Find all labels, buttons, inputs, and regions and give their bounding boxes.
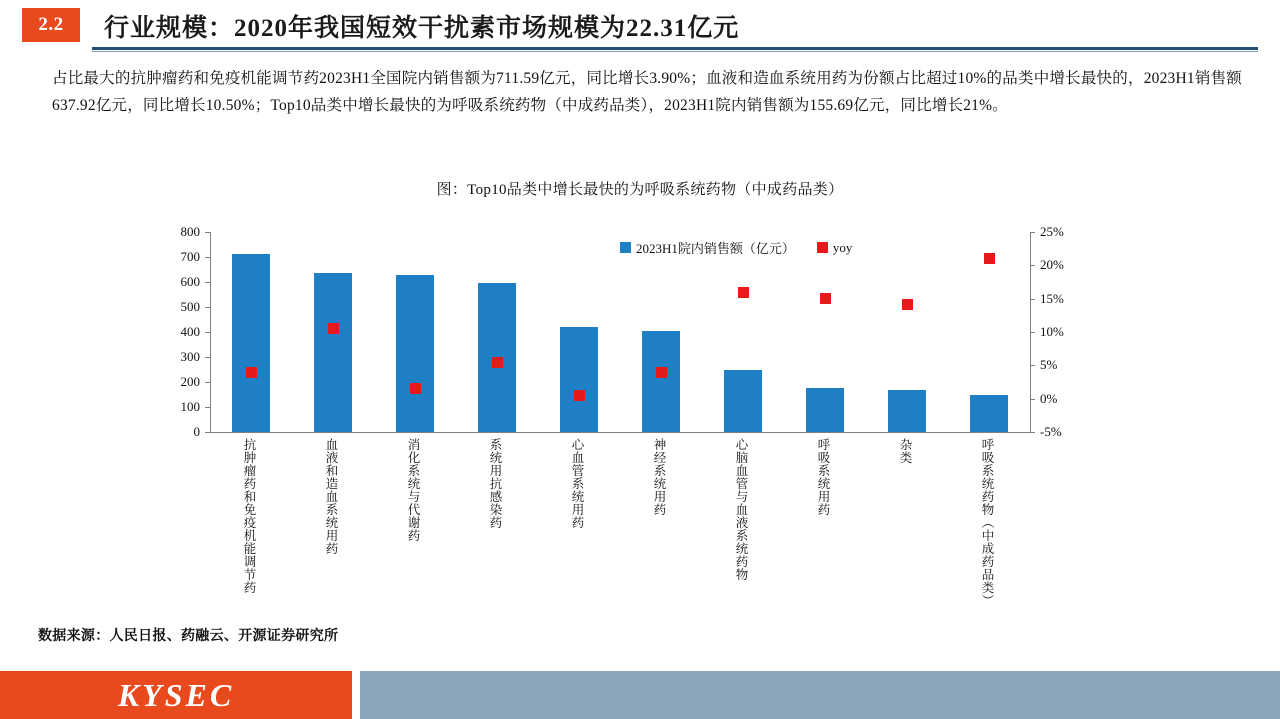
x-axis <box>210 432 1031 433</box>
x-axis-label: 心血管系统用药 <box>570 438 584 529</box>
intro-paragraph: 占比最大的抗肿瘤药和免疫机能调节药2023H1全国院内销售额为711.59亿元，同比增长3.90%；血液和造血系统用药为份额占比超过10%的品类中增长最快的，2023H1销售额637.92亿元，同比增长10.50%；Top10品类中增长最快的为呼吸系统药物（中成药品类），2023H1院内销售额为155.69亿元，同比增长21%。 <box>52 70 1242 114</box>
y-tick-label-left: 300 <box>180 349 200 364</box>
y-tick-right <box>1030 232 1035 233</box>
x-axis-label: 呼吸系统用药 <box>816 438 830 516</box>
chart-title: 图：Top10品类中增长最快的为呼吸系统药物（中成药品类） <box>436 182 844 198</box>
y-tick-label-left: 0 <box>193 424 200 439</box>
x-axis-label: 消化系统与代谢药 <box>406 438 420 542</box>
bar <box>396 275 434 433</box>
y-tick-label-right: 15% <box>1040 290 1064 306</box>
y-tick-left <box>205 432 210 433</box>
yoy-marker <box>246 367 257 378</box>
bar <box>724 370 762 433</box>
x-axis-label: 心脑血管与血液系统药物 <box>734 438 748 581</box>
yoy-marker <box>410 383 421 394</box>
legend-label-bars: 2023H1院内销售额（亿元） <box>636 241 795 256</box>
header-divider <box>92 47 1258 50</box>
y-tick-label-left: 200 <box>180 374 200 389</box>
bar <box>806 388 844 433</box>
y-tick-label-left: 700 <box>180 249 200 264</box>
y-tick-label-left: 800 <box>180 224 200 239</box>
legend-label-yoy: yoy <box>832 239 853 255</box>
bar <box>232 254 270 432</box>
x-axis-label: 系统用抗感染药 <box>488 438 502 529</box>
bar <box>560 327 598 432</box>
chart <box>160 222 1090 622</box>
footer-logo-block <box>0 671 352 719</box>
yoy-marker <box>902 299 913 310</box>
y-tick-label-left: 500 <box>180 299 200 314</box>
yoy-marker <box>492 357 503 368</box>
x-axis-label: 呼吸系统药物（中成药品类） <box>980 438 994 607</box>
yoy-marker <box>328 323 339 334</box>
y-tick-label-right: 0% <box>1040 390 1058 406</box>
x-axis-label: 杂类 <box>898 438 912 464</box>
y-tick-label-left: 600 <box>180 274 200 289</box>
x-axis-label: 神经系统用药 <box>652 438 666 516</box>
y-tick-label-right: 5% <box>1040 357 1058 373</box>
section-number-badge: 2.2 <box>22 8 80 42</box>
x-axis-label: 血液和造血系统用药 <box>324 438 338 555</box>
yoy-marker <box>820 293 831 304</box>
y-tick-right <box>1030 299 1035 300</box>
header-divider-thin <box>92 51 1258 52</box>
bar <box>970 395 1008 433</box>
y-tick-right <box>1030 432 1035 433</box>
bar <box>642 331 680 432</box>
y-tick-right <box>1030 265 1035 266</box>
y-tick-right <box>1030 332 1035 333</box>
bar <box>888 390 926 432</box>
yoy-marker <box>656 367 667 378</box>
brand-logo: KYSEC <box>117 676 235 713</box>
y-tick-label-left: 100 <box>180 399 200 414</box>
yoy-marker <box>738 287 749 298</box>
footer-bar <box>360 671 1280 719</box>
y-tick-label-right: 20% <box>1040 257 1064 273</box>
y-tick-right <box>1030 365 1035 366</box>
bar <box>314 273 352 432</box>
yoy-marker <box>574 390 585 401</box>
y-tick-right <box>1030 399 1035 400</box>
y-tick-label-right: -5% <box>1040 424 1062 439</box>
yoy-marker <box>984 253 995 264</box>
page-title: 行业规模：2020年我国短效干扰素市场规模为22.31亿元 <box>104 15 740 42</box>
source-note: 数据来源：人民日报、药融云、开源证券研究所 <box>38 629 339 644</box>
plot-area <box>210 232 1030 432</box>
y-tick-label-left: 400 <box>180 324 200 339</box>
slide-header <box>0 0 1280 52</box>
y-tick-label-right: 10% <box>1040 324 1064 339</box>
y-tick-label-right: 25% <box>1040 224 1064 239</box>
x-axis-label: 抗肿瘤药和免疫机能调节药 <box>242 438 256 594</box>
